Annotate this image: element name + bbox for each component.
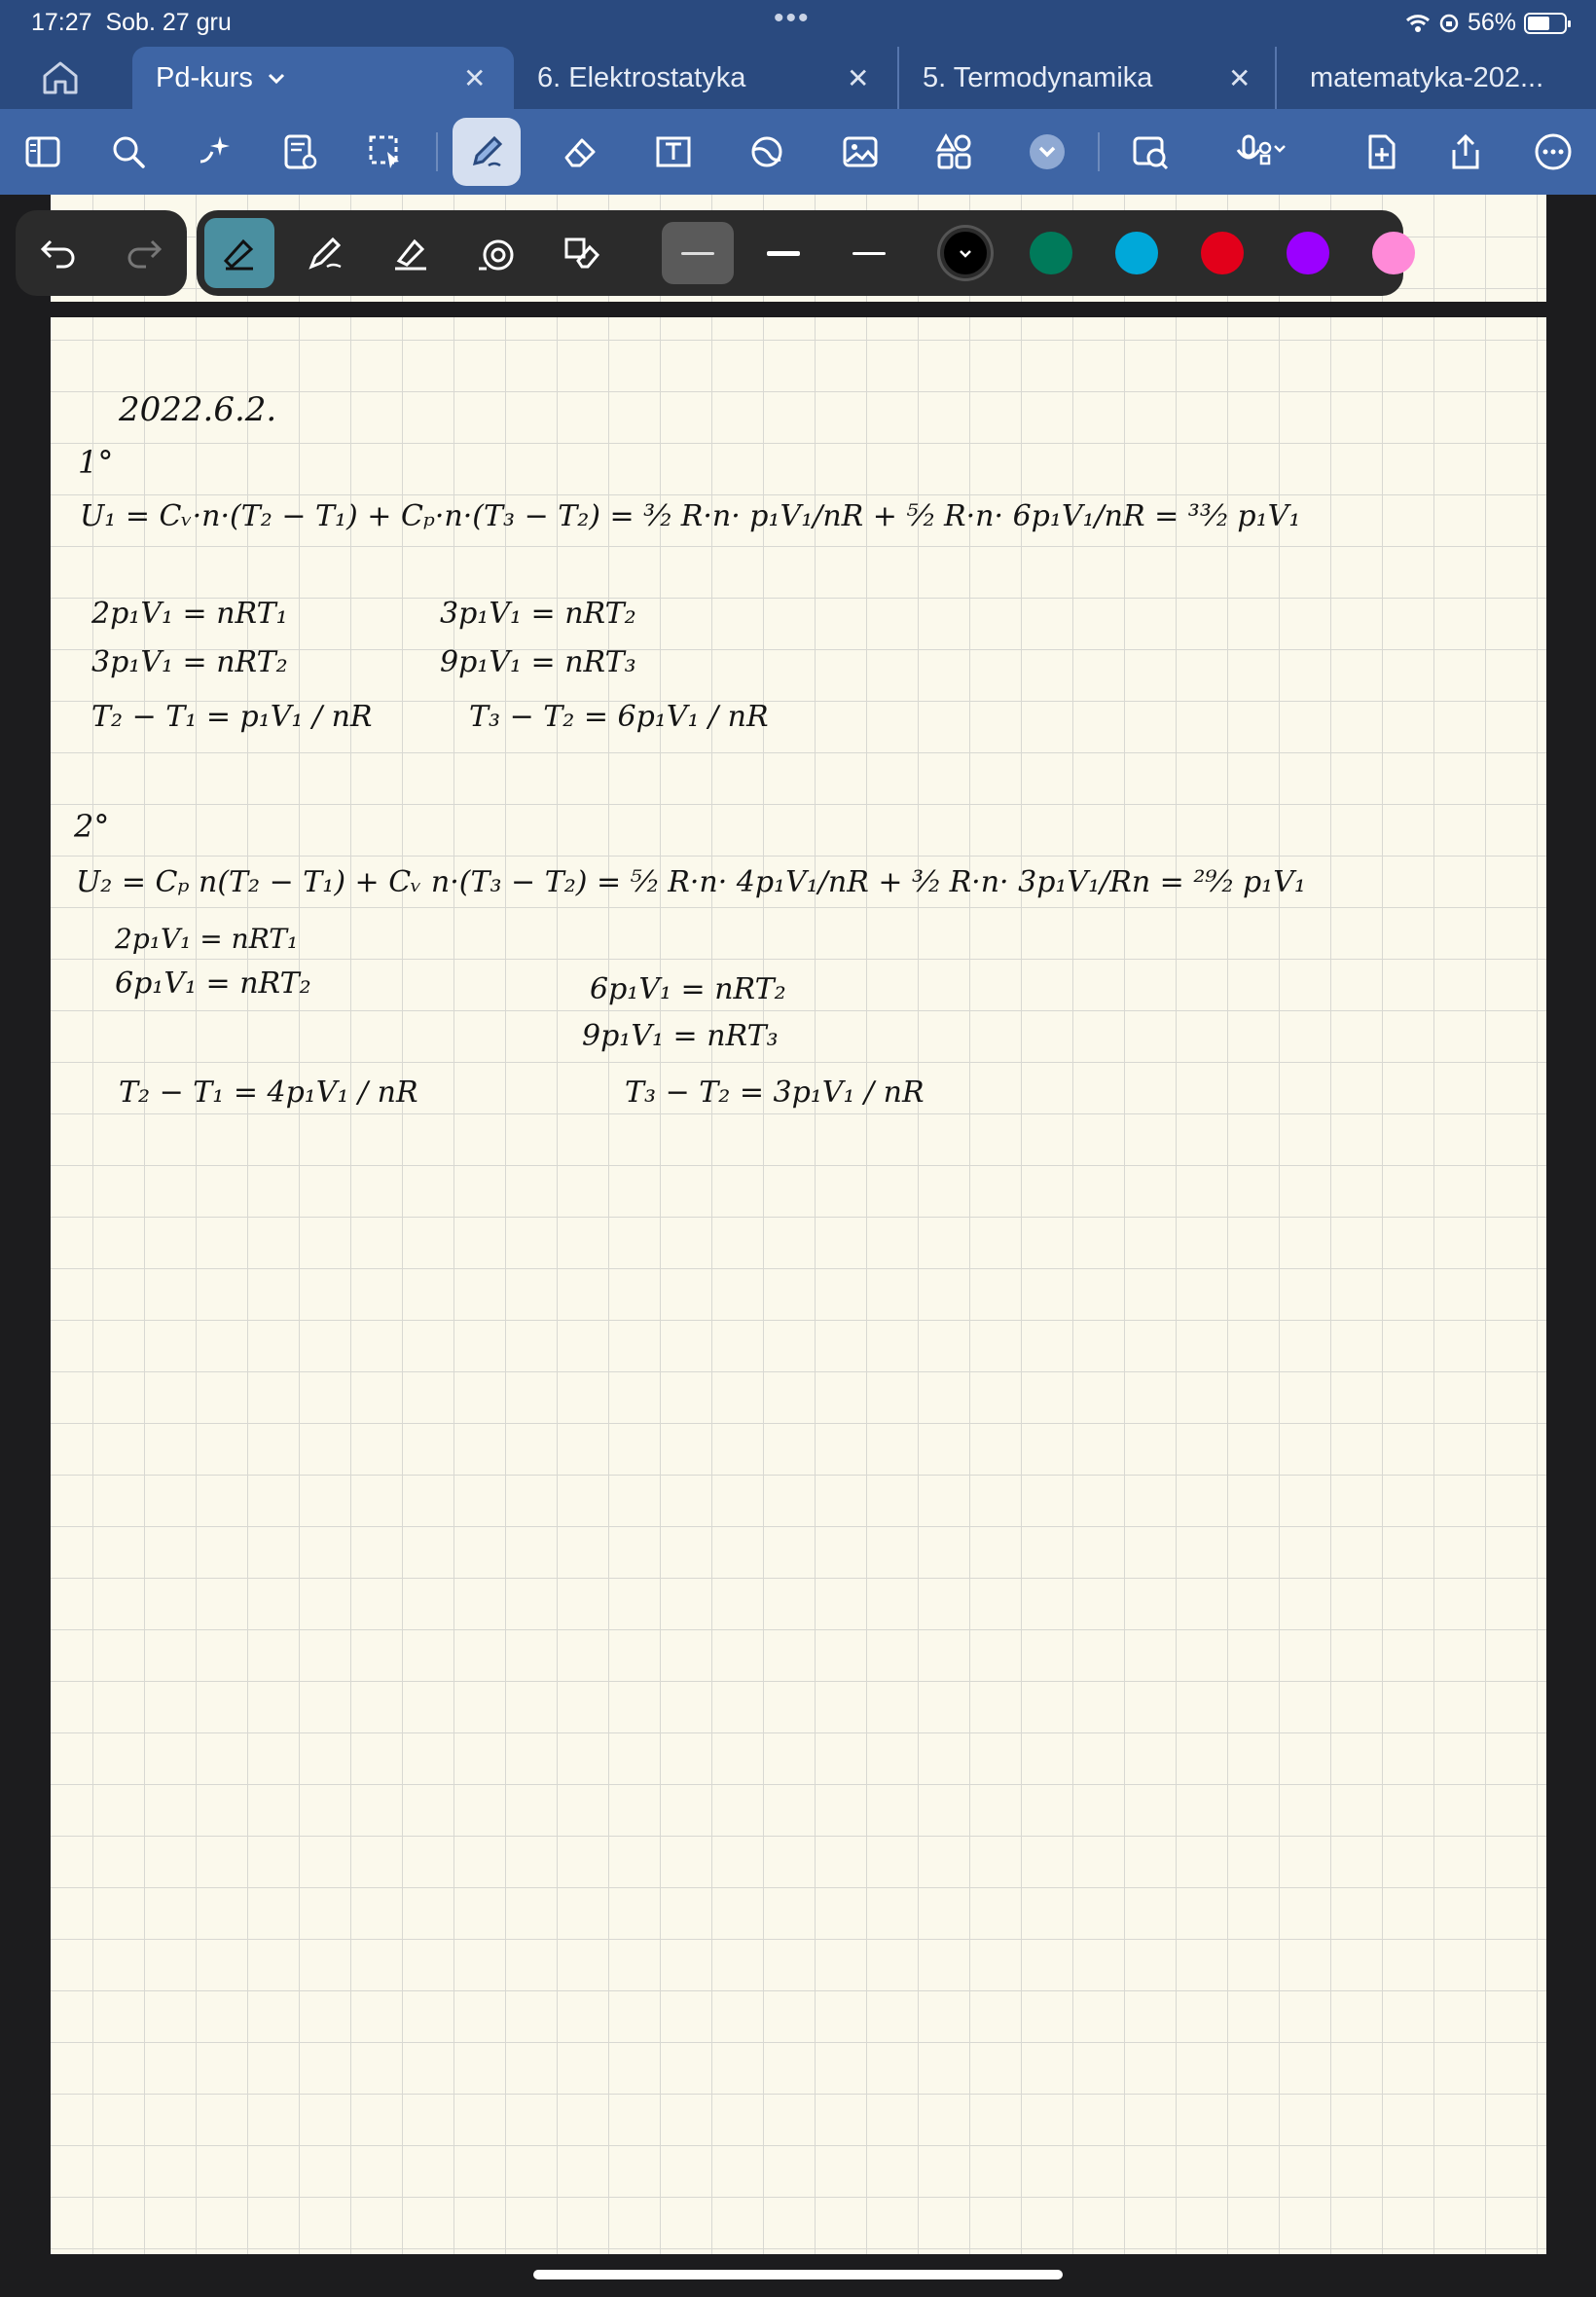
status-bar bbox=[0, 0, 1596, 47]
more-icon[interactable] bbox=[1524, 123, 1582, 181]
part-2-right-line: 6p₁V₁ = nRT₂ bbox=[590, 972, 786, 1006]
eraser-icon[interactable] bbox=[551, 123, 609, 181]
line-width-medium[interactable] bbox=[833, 222, 905, 284]
part-2-equation: U₂ = Cₚ n(T₂ − T₁) + Cᵥ n·(T₃ − T₂) = ⁵⁄₂ R·n· 4p₁V₁/nR + ³⁄₂ R·n· 3p₁V₁/Rn = ²⁹⁄₂ p₁V₁ bbox=[76, 865, 1306, 899]
part-1-equation: U₁ = Cᵥ·n·(T₂ − T₁) + Cₚ·n·(T₃ − T₂) = ³⁄₂ R·n· p₁V₁/nR + ⁵⁄₂ R·n· 6p₁V₁/nR = ³³⁄₂ p₁V₁ bbox=[80, 499, 1301, 533]
zoom-image-icon[interactable] bbox=[1121, 123, 1179, 181]
tab-termodynamika[interactable] bbox=[897, 47, 1275, 109]
part-2-left-line: 2p₁V₁ = nRT₁ bbox=[115, 923, 299, 955]
chevron-down-icon bbox=[957, 244, 974, 262]
image-icon[interactable] bbox=[831, 123, 889, 181]
tab-label: matematyka-202... bbox=[1310, 61, 1544, 93]
eraser-pen-icon[interactable] bbox=[547, 218, 617, 288]
toolbar-divider bbox=[436, 132, 438, 171]
highlighter-icon[interactable] bbox=[376, 218, 446, 288]
pen-toolbar bbox=[16, 210, 1403, 296]
shapes-icon[interactable] bbox=[738, 123, 796, 181]
ai-sparkle-icon[interactable] bbox=[185, 123, 243, 181]
close-tab-icon[interactable]: ✕ bbox=[463, 62, 487, 93]
tab-elektrostatyka[interactable] bbox=[514, 47, 897, 109]
part-1-left-line: 2p₁V₁ = nRT₁ bbox=[91, 597, 288, 631]
pen-icon[interactable] bbox=[453, 118, 521, 186]
page-separator bbox=[51, 302, 1546, 317]
lasso-icon[interactable] bbox=[356, 123, 415, 181]
textbox-icon[interactable] bbox=[644, 123, 703, 181]
part-2-label: 2° bbox=[74, 808, 110, 845]
tab-label: 6. Elektrostatyka bbox=[537, 61, 746, 93]
chevron-down-icon[interactable] bbox=[265, 66, 288, 90]
document-tabs bbox=[0, 47, 1596, 109]
color-purple[interactable] bbox=[1287, 232, 1329, 274]
add-page-icon[interactable] bbox=[1353, 123, 1411, 181]
battery-percent: 56% bbox=[1467, 9, 1516, 36]
elements-icon[interactable] bbox=[925, 123, 983, 181]
fountain-pen-icon[interactable] bbox=[204, 218, 274, 288]
part-1-right-line: 9p₁V₁ = nRT₃ bbox=[440, 645, 636, 679]
shape-pen-icon[interactable] bbox=[461, 218, 531, 288]
tab-label: Pd-kurs bbox=[156, 61, 253, 93]
pen-tools-group bbox=[197, 210, 1403, 296]
color-black[interactable] bbox=[944, 232, 987, 274]
part-2-right-line: T₃ − T₂ = 3p₁V₁ / nR bbox=[625, 1076, 925, 1110]
multitasking-dots-icon[interactable]: ••• bbox=[774, 2, 811, 34]
undo-redo-group bbox=[16, 210, 187, 296]
close-tab-icon[interactable]: ✕ bbox=[1228, 62, 1251, 93]
microphone-icon[interactable] bbox=[1222, 123, 1300, 181]
orientation-lock-icon bbox=[1438, 13, 1460, 34]
part-1-right-line: 3p₁V₁ = nRT₂ bbox=[440, 597, 636, 631]
color-cyan[interactable] bbox=[1115, 232, 1158, 274]
color-red[interactable] bbox=[1201, 232, 1244, 274]
line-width-thin[interactable] bbox=[662, 222, 734, 284]
home-icon[interactable] bbox=[41, 60, 80, 95]
part-2-right-line: 9p₁V₁ = nRT₃ bbox=[582, 1019, 779, 1053]
document-view-icon[interactable] bbox=[271, 123, 329, 181]
chevron-down-icon[interactable] bbox=[1018, 123, 1076, 181]
sidebar-icon[interactable] bbox=[14, 123, 72, 181]
wifi-icon bbox=[1405, 13, 1431, 34]
tab-matematyka[interactable] bbox=[1275, 47, 1596, 109]
part-1-left-line: T₂ − T₁ = p₁V₁ / nR bbox=[91, 700, 373, 734]
status-time: 17:27 Sob. 27 gru bbox=[31, 9, 232, 36]
close-tab-icon[interactable]: ✕ bbox=[847, 62, 870, 93]
color-green[interactable] bbox=[1030, 232, 1072, 274]
part-1-right-line: T₃ − T₂ = 6p₁V₁ / nR bbox=[469, 700, 769, 734]
tab-label: 5. Termodynamika bbox=[923, 61, 1153, 93]
battery-icon bbox=[1524, 13, 1567, 34]
part-1-left-line: 3p₁V₁ = nRT₂ bbox=[91, 645, 288, 679]
main-toolbar bbox=[0, 109, 1596, 195]
share-icon[interactable] bbox=[1436, 123, 1495, 181]
part-1-label: 1° bbox=[78, 444, 114, 481]
status-date: Sob. 27 gru bbox=[105, 9, 232, 36]
search-icon[interactable] bbox=[99, 123, 158, 181]
handwritten-notes bbox=[51, 317, 1546, 1281]
part-2-left-line: T₂ − T₁ = 4p₁V₁ / nR bbox=[119, 1076, 418, 1110]
part-2-left-line: 6p₁V₁ = nRT₂ bbox=[115, 966, 311, 1001]
undo-icon[interactable] bbox=[23, 218, 93, 288]
redo-icon[interactable] bbox=[109, 218, 179, 288]
line-width-thick[interactable] bbox=[747, 222, 819, 284]
app-header bbox=[0, 0, 1596, 195]
tab-pd-kurs[interactable] bbox=[132, 47, 514, 109]
home-indicator[interactable] bbox=[533, 2270, 1063, 2279]
color-pink[interactable] bbox=[1372, 232, 1415, 274]
ballpoint-pen-icon[interactable] bbox=[290, 218, 360, 288]
toolbar-divider bbox=[1098, 132, 1100, 171]
note-date: 2022.6.2. bbox=[119, 390, 277, 429]
